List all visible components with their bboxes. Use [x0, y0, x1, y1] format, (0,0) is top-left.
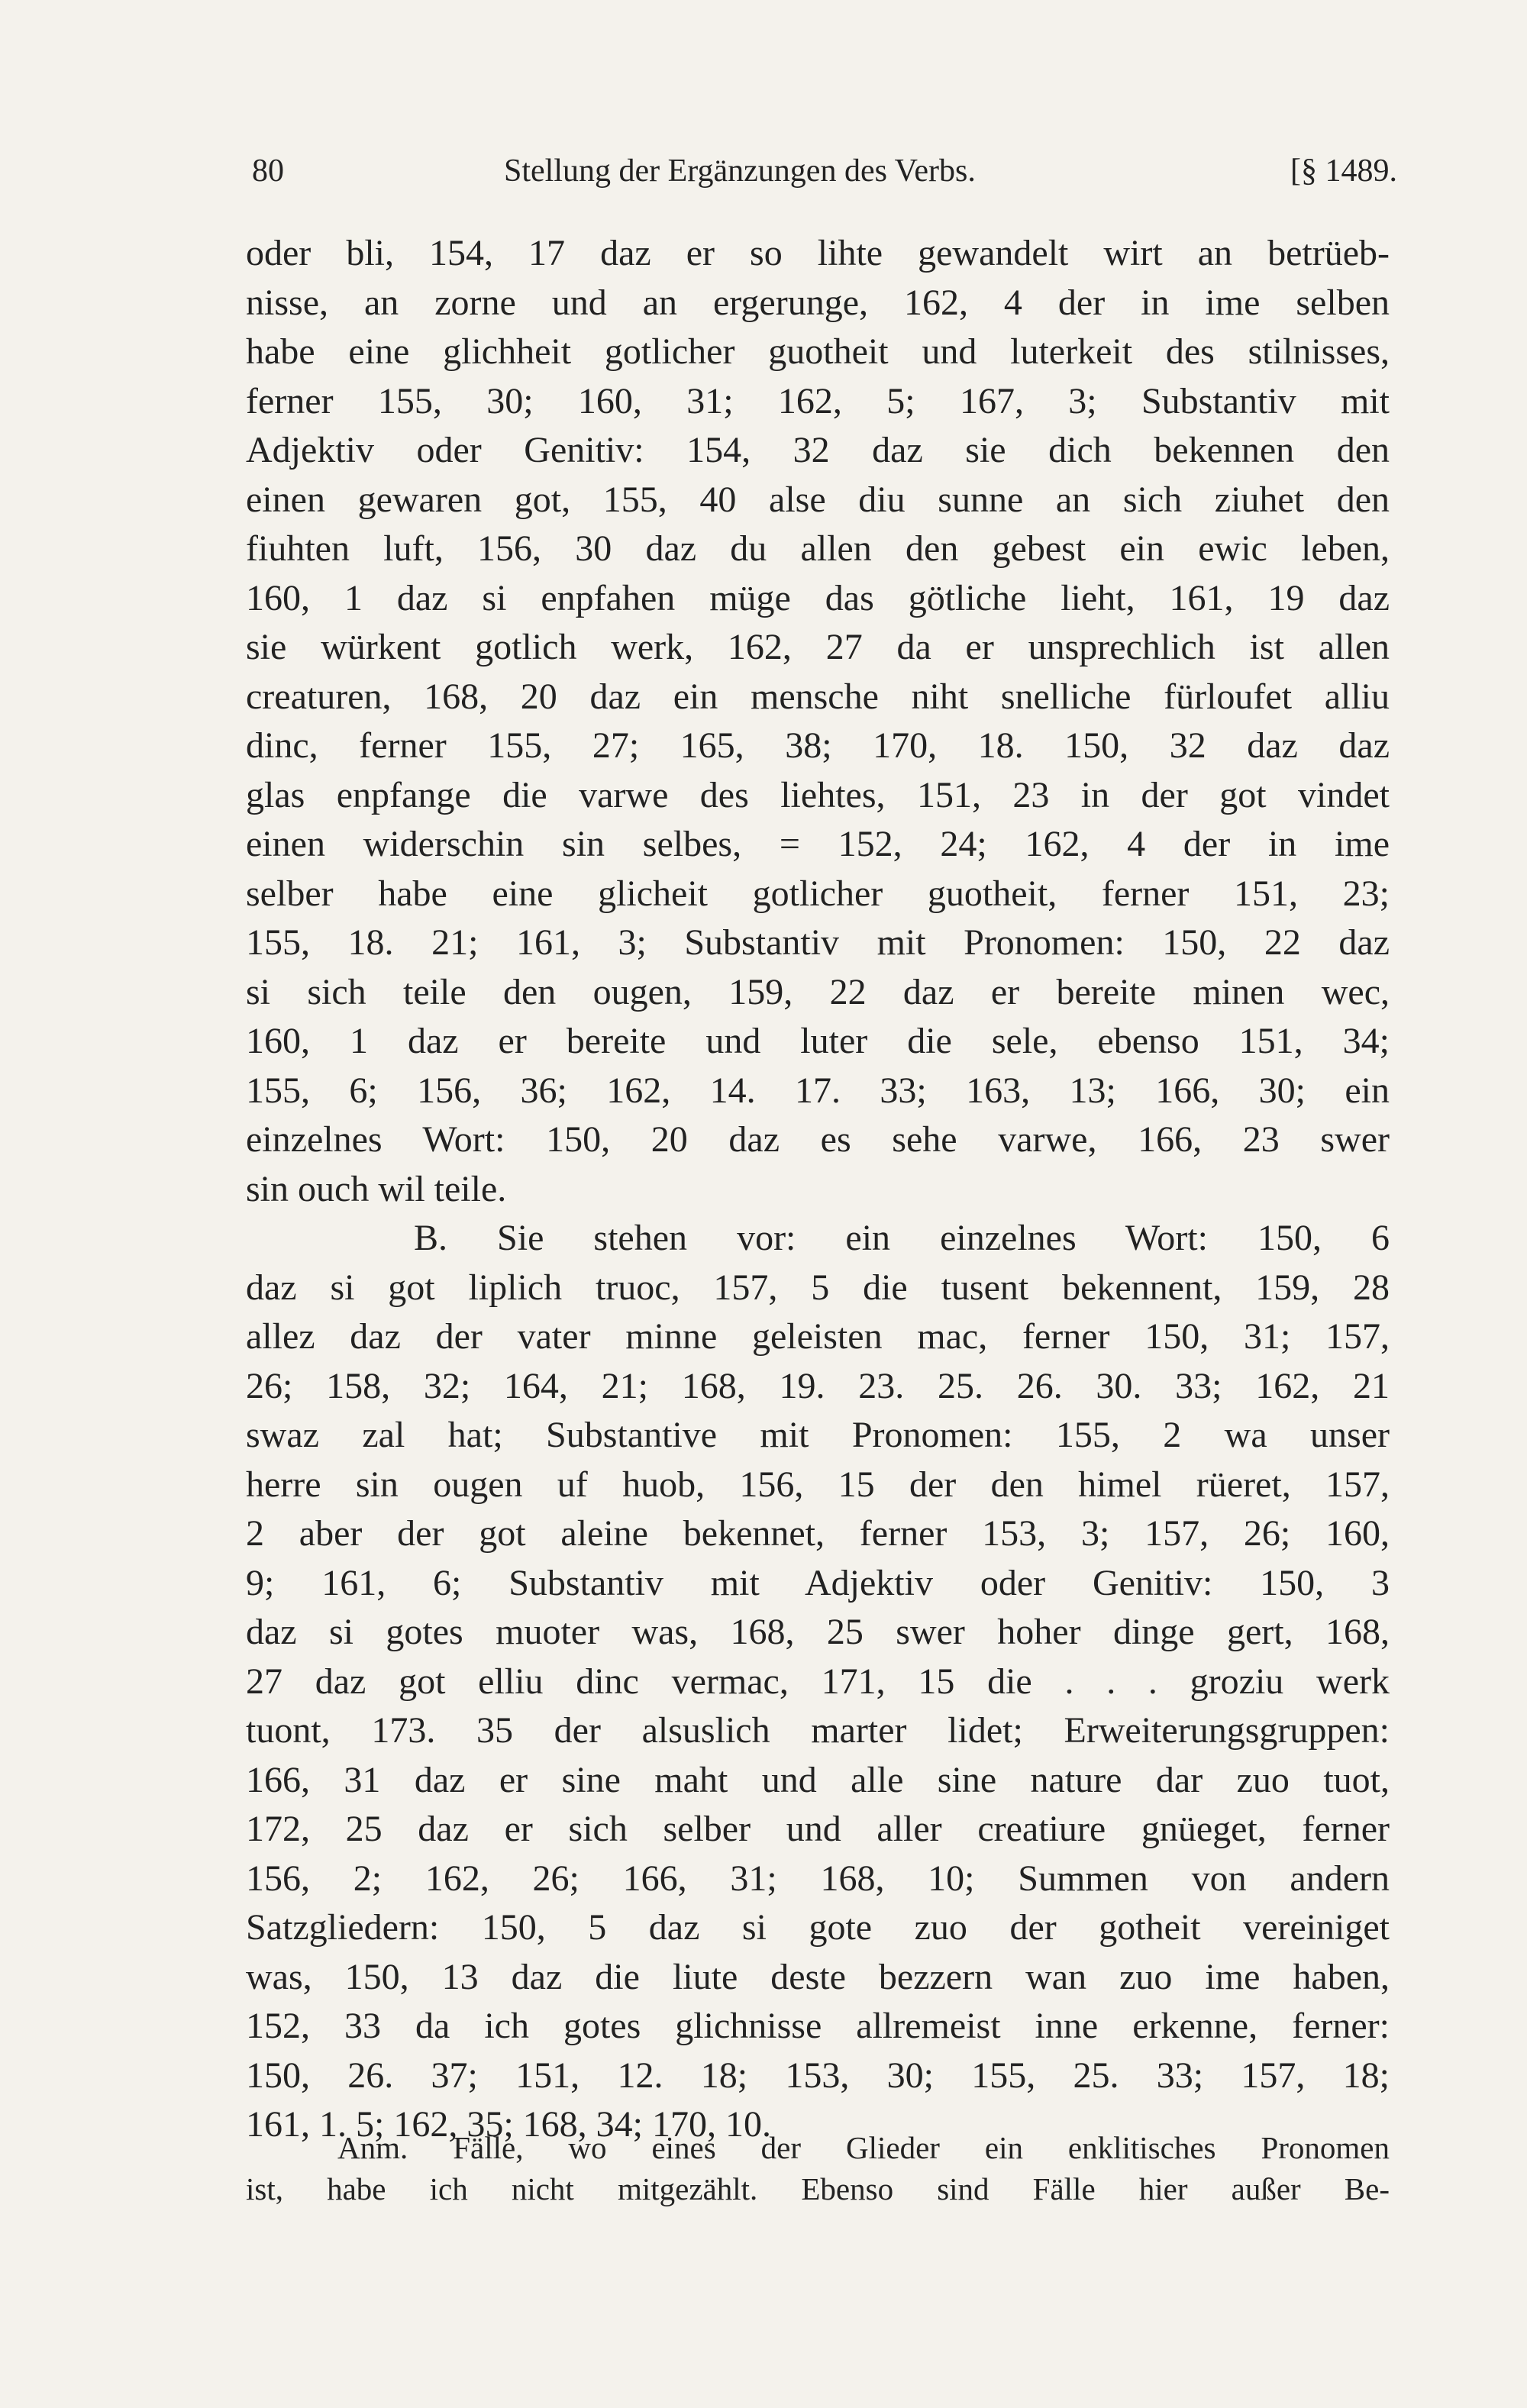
text-line: einzelnes Wort: 150, 20 daz es sehe varwe, 166, 23 swer: [246, 1119, 1390, 1160]
paragraph-end-line: sin ouch wil teile.: [246, 1168, 507, 1209]
text-line: swaz zal hat; Substantive mit Pronomen: 155, 2 wa unser: [246, 1415, 1390, 1455]
text-line: 156, 2; 162, 26; 166, 31; 168, 10; Summen von andern: [246, 1858, 1390, 1899]
text-line: fiuhten luft, 156, 30 daz du allen den gebest ein ewic leben,: [246, 528, 1390, 569]
text-line: 152, 33 da ich gotes glichnisse allremeist inne erkenne, ferner:: [246, 2006, 1390, 2046]
text-line: 160, 1 daz er bereite und luter die sele, ebenso 151, 34;: [246, 1021, 1390, 1061]
text-line: creaturen, 168, 20 daz ein mensche niht snelliche fürloufet alliu: [246, 676, 1390, 717]
text-line: nisse, an zorne und an ergerunge, 162, 4 der in ime selben: [246, 282, 1390, 323]
text-line: si sich teile den ougen, 159, 22 daz er bereite minen wec,: [246, 971, 1390, 1012]
text-line: 27 daz got elliu dinc vermac, 171, 15 die . . . groziu werk: [246, 1661, 1390, 1702]
paragraph-end-line: 161, 1. 5; 162, 35; 168, 34; 170, 10.: [246, 2104, 772, 2145]
text-line: ferner 155, 30; 160, 31; 162, 5; 167, 3; Substantiv mit: [246, 380, 1390, 421]
text-line: 26; 158, 32; 164, 21; 168, 19. 23. 25. 26. 30. 33; 162, 21: [246, 1365, 1390, 1406]
note-line: Anm. Fälle, wo eines der Glieder ein enklitisches Pronomen: [337, 2130, 1390, 2165]
text-line: Satzgliedern: 150, 5 daz si gote zuo der gotheit vereiniget: [246, 1907, 1390, 1948]
text-line: allez daz der vater minne geleisten mac, ferner 150, 31; 157,: [246, 1316, 1390, 1357]
text-line: dinc, ferner 155, 27; 165, 38; 170, 18. 150, 32 daz daz: [246, 725, 1390, 766]
section-reference: [§ 1489.: [1290, 153, 1397, 189]
running-title: Stellung der Ergänzungen des Verbs.: [504, 153, 976, 189]
text-line: tuont, 173. 35 der alsuslich marter lidet; Erweiterungsgruppen:: [246, 1710, 1390, 1751]
body-text: [246, 229, 1390, 2150]
paragraph-start-line: B. Sie stehen vor: ein einzelnes Wort: 150, 6: [414, 1218, 1390, 1258]
page-number: 80: [252, 153, 284, 189]
text-line: einen gewaren got, 155, 40 alse diu sunne an sich ziuhet den: [246, 479, 1390, 520]
text-line: 172, 25 daz er sich selber und aller creatiure gnüeget, ferner: [246, 1809, 1390, 1849]
text-line: 166, 31 daz er sine maht und alle sine nature dar zuo tuot,: [246, 1759, 1390, 1800]
text-line: daz si got liplich truoc, 157, 5 die tusent bekennent, 159, 28: [246, 1267, 1390, 1308]
text-line: 160, 1 daz si enpfahen müge das götliche lieht, 161, 19 daz: [246, 577, 1390, 618]
text-line: oder bli, 154, 17 daz er so lihte gewandelt wirt an betrüeb-: [246, 233, 1390, 273]
text-line: einen widerschin sin selbes, = 152, 24; 162, 4 der in ime: [246, 824, 1390, 864]
text-line: was, 150, 13 daz die liute deste bezzern wan zuo ime haben,: [246, 1956, 1390, 1997]
running-header: [252, 153, 1397, 199]
text-line: Adjektiv oder Genitiv: 154, 32 daz sie dich bekennen den: [246, 430, 1390, 470]
note-line: ist, habe ich nicht mitgezählt. Ebenso sind Fälle hier außer Be-: [246, 2171, 1390, 2206]
text-line: daz si gotes muoter was, 168, 25 swer hoher dinge gert, 168,: [246, 1612, 1390, 1652]
annotation-note: [246, 2127, 1390, 2209]
text-line: 150, 26. 37; 151, 12. 18; 153, 30; 155, 25. 33; 157, 18;: [246, 2055, 1390, 2096]
text-line: 155, 6; 156, 36; 162, 14. 17. 33; 163, 13; 166, 30; ein: [246, 1070, 1390, 1111]
text-line: 155, 18. 21; 161, 3; Substantiv mit Pronomen: 150, 22 daz: [246, 922, 1390, 963]
text-line: selber habe eine glicheit gotlicher guotheit, ferner 151, 23;: [246, 873, 1390, 914]
text-line: glas enpfange die varwe des liehtes, 151, 23 in der got vindet: [246, 774, 1390, 815]
text-line: habe eine glichheit gotlicher guotheit und luterkeit des stilnisses,: [246, 331, 1390, 372]
text-line: herre sin ougen uf huob, 156, 15 der den himel rüeret, 157,: [246, 1464, 1390, 1505]
text-line: 9; 161, 6; Substantiv mit Adjektiv oder Genitiv: 150, 3: [246, 1562, 1390, 1603]
text-line: 2 aber der got aleine bekennet, ferner 153, 3; 157, 26; 160,: [246, 1513, 1390, 1554]
text-line: sie würkent gotlich werk, 162, 27 da er unsprechlich ist allen: [246, 627, 1390, 667]
